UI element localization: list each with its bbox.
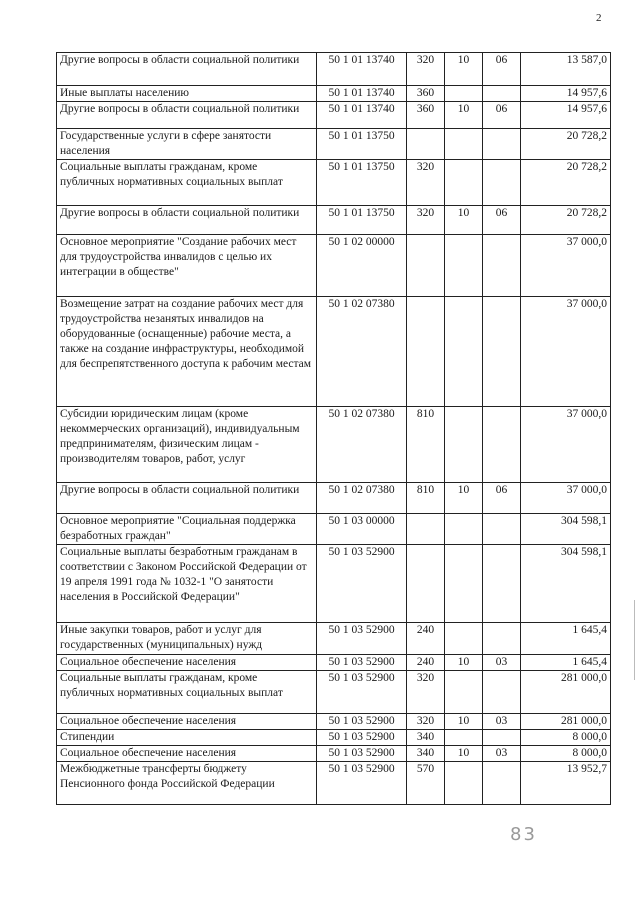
row-subsection (483, 671, 521, 714)
table-row (57, 129, 611, 160)
row-name: Другие вопросы в области социальной политики (57, 483, 317, 514)
row-name: Социальные выплаты гражданам, кроме публичных нормативных социальных выплат (57, 671, 317, 714)
row-name: Социальное обеспечение населения (57, 714, 317, 730)
row-subsection: 03 (483, 655, 521, 671)
row-subsection (483, 235, 521, 297)
row-expense-type (407, 129, 445, 160)
row-target-code: 50 1 03 52900 (317, 545, 407, 623)
row-subsection (483, 545, 521, 623)
row-target-code: 50 1 03 52900 (317, 746, 407, 762)
row-section: 10 (445, 206, 483, 235)
row-section (445, 730, 483, 746)
table-row (57, 160, 611, 206)
row-amount: 20 728,2 (521, 129, 611, 160)
row-section: 10 (445, 655, 483, 671)
table-row (57, 714, 611, 730)
row-name: Основное мероприятие "Социальная поддержка безработных граждан" (57, 514, 317, 545)
row-target-code: 50 1 01 13740 (317, 102, 407, 129)
row-section: 10 (445, 53, 483, 86)
row-name: Социальные выплаты безработным гражданам в соответствии с Законом Российской Федерации от 19 апреля 1991 года № 1032-1 "О занятости населения в Российской Федерации" (57, 545, 317, 623)
row-amount: 304 598,1 (521, 514, 611, 545)
row-subsection: 06 (483, 102, 521, 129)
row-name: Иные закупки товаров, работ и услуг для государственных (муниципальных) нужд (57, 623, 317, 655)
row-amount: 281 000,0 (521, 714, 611, 730)
row-section (445, 762, 483, 805)
table-row (57, 655, 611, 671)
row-name: Другие вопросы в области социальной политики (57, 206, 317, 235)
row-target-code: 50 1 03 52900 (317, 714, 407, 730)
table-row (57, 206, 611, 235)
table-row (57, 483, 611, 514)
row-subsection (483, 86, 521, 102)
row-expense-type: 320 (407, 160, 445, 206)
row-section (445, 623, 483, 655)
row-name: Государственные услуги в сфере занятости населения (57, 129, 317, 160)
row-amount: 14 957,6 (521, 86, 611, 102)
row-name: Другие вопросы в области социальной политики (57, 53, 317, 86)
row-target-code: 50 1 03 52900 (317, 671, 407, 714)
row-subsection: 06 (483, 206, 521, 235)
row-target-code: 50 1 01 13750 (317, 129, 407, 160)
row-amount: 281 000,0 (521, 671, 611, 714)
row-amount: 304 598,1 (521, 545, 611, 623)
table-row (57, 623, 611, 655)
table-row (57, 730, 611, 746)
row-amount: 8 000,0 (521, 746, 611, 762)
row-expense-type: 320 (407, 671, 445, 714)
row-subsection: 03 (483, 746, 521, 762)
row-name: Социальное обеспечение населения (57, 746, 317, 762)
table-row (57, 746, 611, 762)
table-row (57, 671, 611, 714)
row-amount: 1 645,4 (521, 655, 611, 671)
row-subsection (483, 514, 521, 545)
handwritten-page-mark: 83 (510, 824, 537, 845)
page-number: 2 (596, 12, 602, 24)
row-name: Возмещение затрат на создание рабочих мест для трудоустройства незанятых инвалидов на оборудованные (оснащенные) рабочие места, а также на создание инфраструктуры, необходимой для беспрепятственного доступа к рабочим местам (57, 297, 317, 407)
row-expense-type: 810 (407, 483, 445, 514)
row-subsection: 03 (483, 714, 521, 730)
row-amount: 8 000,0 (521, 730, 611, 746)
row-section (445, 160, 483, 206)
row-section (445, 235, 483, 297)
row-amount: 37 000,0 (521, 297, 611, 407)
row-target-code: 50 1 03 00000 (317, 514, 407, 545)
row-target-code: 50 1 02 07380 (317, 483, 407, 514)
row-expense-type: 360 (407, 86, 445, 102)
row-section: 10 (445, 714, 483, 730)
row-section (445, 545, 483, 623)
row-target-code: 50 1 01 13750 (317, 206, 407, 235)
table-row (57, 53, 611, 86)
row-amount: 37 000,0 (521, 407, 611, 483)
table-row (57, 545, 611, 623)
row-expense-type: 360 (407, 102, 445, 129)
row-expense-type (407, 235, 445, 297)
row-target-code: 50 1 03 52900 (317, 623, 407, 655)
row-target-code: 50 1 01 13740 (317, 86, 407, 102)
row-target-code: 50 1 03 52900 (317, 762, 407, 805)
row-name: Субсидии юридическим лицам (кроме некоммерческих организаций), индивидуальным предпринимателям, физическим лицам - производителям товаров, работ, услуг (57, 407, 317, 483)
row-section: 10 (445, 483, 483, 514)
row-amount: 14 957,6 (521, 102, 611, 129)
table-row (57, 407, 611, 483)
row-expense-type: 240 (407, 655, 445, 671)
row-subsection: 06 (483, 483, 521, 514)
row-name: Социальное обеспечение населения (57, 655, 317, 671)
row-expense-type: 340 (407, 730, 445, 746)
budget-table (56, 52, 611, 805)
row-expense-type: 340 (407, 746, 445, 762)
table-row (57, 762, 611, 805)
row-name: Стипендии (57, 730, 317, 746)
table-row (57, 297, 611, 407)
row-amount: 37 000,0 (521, 235, 611, 297)
row-target-code: 50 1 02 00000 (317, 235, 407, 297)
row-subsection (483, 407, 521, 483)
row-subsection (483, 730, 521, 746)
row-expense-type: 810 (407, 407, 445, 483)
row-name: Иные выплаты населению (57, 86, 317, 102)
table-row (57, 235, 611, 297)
row-name: Межбюджетные трансферты бюджету Пенсионного фонда Российской Федерации (57, 762, 317, 805)
table-row (57, 514, 611, 545)
row-subsection (483, 297, 521, 407)
row-subsection (483, 129, 521, 160)
row-expense-type (407, 514, 445, 545)
row-amount: 20 728,2 (521, 206, 611, 235)
row-section (445, 671, 483, 714)
row-subsection (483, 623, 521, 655)
row-section (445, 86, 483, 102)
row-expense-type (407, 297, 445, 407)
row-name: Другие вопросы в области социальной политики (57, 102, 317, 129)
row-amount: 37 000,0 (521, 483, 611, 514)
row-target-code: 50 1 03 52900 (317, 655, 407, 671)
row-target-code: 50 1 02 07380 (317, 407, 407, 483)
scan-edge-mark (634, 600, 635, 680)
row-amount: 13 587,0 (521, 53, 611, 86)
table-row (57, 102, 611, 129)
row-section: 10 (445, 746, 483, 762)
row-name: Основное мероприятие "Создание рабочих мест для трудоустройства инвалидов с целью их интеграции в обществе" (57, 235, 317, 297)
row-target-code: 50 1 03 52900 (317, 730, 407, 746)
row-amount: 13 952,7 (521, 762, 611, 805)
row-section (445, 297, 483, 407)
row-amount: 1 645,4 (521, 623, 611, 655)
row-expense-type: 570 (407, 762, 445, 805)
row-expense-type: 240 (407, 623, 445, 655)
table-row (57, 86, 611, 102)
row-subsection: 06 (483, 53, 521, 86)
row-target-code: 50 1 02 07380 (317, 297, 407, 407)
row-subsection (483, 160, 521, 206)
row-section (445, 514, 483, 545)
row-amount: 20 728,2 (521, 160, 611, 206)
row-expense-type: 320 (407, 53, 445, 86)
row-section (445, 407, 483, 483)
row-target-code: 50 1 01 13750 (317, 160, 407, 206)
row-subsection (483, 762, 521, 805)
row-target-code: 50 1 01 13740 (317, 53, 407, 86)
row-section: 10 (445, 102, 483, 129)
row-name: Социальные выплаты гражданам, кроме публичных нормативных социальных выплат (57, 160, 317, 206)
row-section (445, 129, 483, 160)
row-expense-type: 320 (407, 714, 445, 730)
row-expense-type (407, 545, 445, 623)
row-expense-type: 320 (407, 206, 445, 235)
